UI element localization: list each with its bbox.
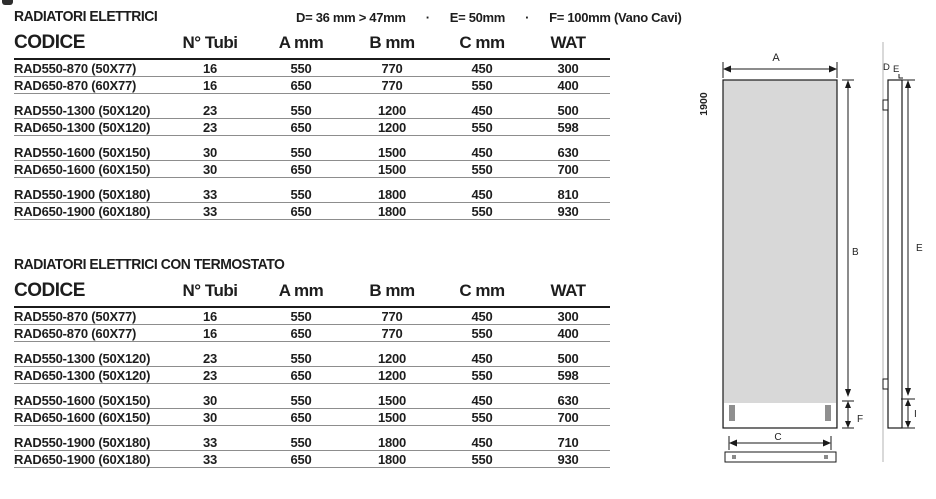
cell-codice: RAD550-870 (50X77) <box>14 59 164 77</box>
cell-tubi: 23 <box>164 350 256 367</box>
cell-tubi: 30 <box>164 161 256 178</box>
cell-b: 1200 <box>346 119 438 136</box>
table-row <box>14 203 610 220</box>
cell-tubi: 16 <box>164 59 256 77</box>
cell-a: 550 <box>256 144 346 161</box>
cell-a: 650 <box>256 325 346 342</box>
label-e-leader-line <box>899 74 903 78</box>
column-header-b: B mm <box>346 30 438 59</box>
column-header-c: C mm <box>438 30 526 59</box>
cell-a: 650 <box>256 77 346 94</box>
cell-a: 550 <box>256 350 346 367</box>
dim-a-arrowhead-right <box>829 66 837 73</box>
table-row <box>14 186 610 203</box>
cell-b: 1500 <box>346 392 438 409</box>
cell-wat: 598 <box>526 119 610 136</box>
cell-a: 550 <box>256 59 346 77</box>
cell-codice: RAD550-1900 (50X180) <box>14 434 164 451</box>
radiatori-elettrici-table <box>14 30 610 220</box>
cell-tubi: 16 <box>164 325 256 342</box>
cell-b: 1200 <box>346 350 438 367</box>
cell-codice: RAD550-1300 (50X120) <box>14 102 164 119</box>
dim-e-arrow <box>902 80 915 394</box>
cell-tubi: 30 <box>164 409 256 426</box>
cell-codice: RAD650-1600 (60X150) <box>14 161 164 178</box>
cell-c: 550 <box>438 367 526 384</box>
cell-c: 450 <box>438 144 526 161</box>
cell-b: 1800 <box>346 434 438 451</box>
row-group-spacer <box>14 426 610 435</box>
cell-wat: 630 <box>526 392 610 409</box>
spec-d: D= 36 mm > 47mm <box>296 10 406 25</box>
dim-b-arrowhead-top <box>845 80 851 88</box>
dim-e-arrowhead-bottom <box>905 388 911 396</box>
label-e-top: E <box>893 64 900 75</box>
spec-f: F= 100mm (Vano Cavi) <box>549 10 682 25</box>
cell-codice: RAD650-1600 (60X150) <box>14 409 164 426</box>
cell-codice: RAD550-1600 (50X150) <box>14 144 164 161</box>
label-d-top: D <box>883 62 890 73</box>
table-row <box>14 409 610 426</box>
cell-b: 1800 <box>346 451 438 468</box>
column-header-a: A mm <box>256 278 346 307</box>
cell-wat: 700 <box>526 409 610 426</box>
spec-separator: · <box>425 10 430 25</box>
cell-c: 550 <box>438 119 526 136</box>
section-radiatori-elettrici <box>14 8 704 220</box>
table-row <box>14 451 610 468</box>
cell-b: 770 <box>346 307 438 325</box>
cell-b: 770 <box>346 325 438 342</box>
dim-b-label: B <box>852 247 859 258</box>
column-header-wat: WAT <box>526 278 610 307</box>
cell-codice: RAD650-870 (60X77) <box>14 325 164 342</box>
cell-a: 550 <box>256 307 346 325</box>
cell-c: 550 <box>438 325 526 342</box>
front-panel <box>723 80 837 428</box>
cell-c: 550 <box>438 409 526 426</box>
cell-tubi: 16 <box>164 77 256 94</box>
dim-i-arrowhead-bottom <box>905 421 911 428</box>
cell-wat: 598 <box>526 367 610 384</box>
bracket-hole-right <box>824 455 828 459</box>
cell-tubi: 30 <box>164 144 256 161</box>
table-header-row <box>14 278 610 307</box>
cell-b: 1500 <box>346 161 438 178</box>
cell-a: 550 <box>256 102 346 119</box>
table-header-row <box>14 30 610 59</box>
dim-i-arrowhead-top <box>905 399 911 406</box>
dim-c-arrowhead-right <box>823 440 831 447</box>
column-header-b: B mm <box>346 278 438 307</box>
cell-c: 550 <box>438 161 526 178</box>
wall-bracket-upper <box>883 100 888 110</box>
row-group-spacer <box>14 384 610 393</box>
cell-tubi: 23 <box>164 367 256 384</box>
dim-f-arrowhead-bottom <box>845 421 851 428</box>
cell-b: 1500 <box>346 144 438 161</box>
cell-wat: 500 <box>526 102 610 119</box>
table-row <box>14 59 610 77</box>
cell-c: 450 <box>438 307 526 325</box>
row-group-spacer <box>14 342 610 351</box>
cell-b: 1800 <box>346 203 438 220</box>
cell-c: 550 <box>438 451 526 468</box>
cell-tubi: 16 <box>164 307 256 325</box>
cell-c: 450 <box>438 102 526 119</box>
dim-f-arrowhead-top <box>845 401 851 408</box>
spec-separator: · <box>525 10 530 25</box>
bracket-hole-left <box>732 455 736 459</box>
cell-wat: 300 <box>526 307 610 325</box>
cell-codice: RAD650-870 (60X77) <box>14 77 164 94</box>
cell-a: 650 <box>256 203 346 220</box>
cell-a: 650 <box>256 119 346 136</box>
cell-wat: 500 <box>526 350 610 367</box>
cell-c: 450 <box>438 434 526 451</box>
row-group-spacer <box>14 136 610 145</box>
cell-b: 770 <box>346 77 438 94</box>
cell-wat: 930 <box>526 451 610 468</box>
cell-b: 1500 <box>346 409 438 426</box>
column-header-codice: CODICE <box>14 278 164 307</box>
cell-tubi: 33 <box>164 203 256 220</box>
column-header-codice: CODICE <box>14 30 164 59</box>
cell-wat: 400 <box>526 77 610 94</box>
cell-codice: RAD550-1300 (50X120) <box>14 350 164 367</box>
scan-artifact-mark <box>2 0 13 5</box>
cell-wat: 400 <box>526 325 610 342</box>
dim-a-arrow <box>723 62 837 78</box>
cell-c: 550 <box>438 77 526 94</box>
cell-tubi: 23 <box>164 102 256 119</box>
section-title: RADIATORI ELETTRICI <box>14 8 158 25</box>
cell-a: 650 <box>256 367 346 384</box>
dimension-spec-line <box>296 10 681 25</box>
dim-i-label: I <box>914 409 917 420</box>
cell-codice: RAD650-1300 (50X120) <box>14 367 164 384</box>
cell-codice: RAD550-1900 (50X180) <box>14 186 164 203</box>
dim-a-arrowhead-left <box>723 66 731 73</box>
row-group-spacer <box>14 94 610 103</box>
foot-right <box>825 405 831 421</box>
cell-tubi: 33 <box>164 434 256 451</box>
height-1900-label: 1900 <box>698 92 710 116</box>
dim-c-label: C <box>774 432 782 443</box>
foot-left <box>729 405 735 421</box>
dim-f-label: F <box>857 414 864 425</box>
cell-wat: 710 <box>526 434 610 451</box>
table-row <box>14 144 610 161</box>
cell-b: 1800 <box>346 186 438 203</box>
wall-bracket-bar <box>725 452 836 462</box>
table-row <box>14 434 610 451</box>
section-radiatori-elettrici-con-termostato <box>14 256 704 468</box>
spec-e: E= 50mm <box>449 10 506 25</box>
dim-b-arrowhead-bottom <box>845 389 851 397</box>
cell-tubi: 33 <box>164 451 256 468</box>
cell-b: 1200 <box>346 367 438 384</box>
cell-c: 450 <box>438 59 526 77</box>
cell-a: 550 <box>256 392 346 409</box>
radiator-technical-diagram <box>690 0 936 494</box>
cell-c: 450 <box>438 350 526 367</box>
column-header-tubi: N° Tubi <box>164 30 256 59</box>
cell-wat: 930 <box>526 203 610 220</box>
cell-tubi: 30 <box>164 392 256 409</box>
table-row <box>14 77 610 94</box>
column-header-wat: WAT <box>526 30 610 59</box>
cell-c: 450 <box>438 186 526 203</box>
dim-e-arrowhead-top <box>905 80 911 88</box>
cell-c: 450 <box>438 392 526 409</box>
cell-a: 650 <box>256 161 346 178</box>
cell-wat: 300 <box>526 59 610 77</box>
table-row <box>14 307 610 325</box>
dim-a-label: A <box>772 52 780 64</box>
front-panel-cable-band <box>724 403 836 427</box>
cell-b: 1200 <box>346 102 438 119</box>
cell-codice: RAD650-1900 (60X180) <box>14 203 164 220</box>
table-row <box>14 161 610 178</box>
row-group-spacer <box>14 178 610 187</box>
column-header-c: C mm <box>438 278 526 307</box>
cell-c: 550 <box>438 203 526 220</box>
cell-codice: RAD550-1600 (50X150) <box>14 392 164 409</box>
cell-wat: 700 <box>526 161 610 178</box>
table-row <box>14 119 610 136</box>
table-row <box>14 350 610 367</box>
cell-wat: 810 <box>526 186 610 203</box>
cell-codice: RAD650-1300 (50X120) <box>14 119 164 136</box>
table-row <box>14 367 610 384</box>
column-header-a: A mm <box>256 30 346 59</box>
cell-a: 550 <box>256 186 346 203</box>
column-header-tubi: N° Tubi <box>164 278 256 307</box>
dim-b-arrow <box>842 80 854 395</box>
dim-e-label: E <box>916 243 923 254</box>
cell-wat: 630 <box>526 144 610 161</box>
cell-codice: RAD550-870 (50X77) <box>14 307 164 325</box>
dim-c-arrowhead-left <box>729 440 737 447</box>
cell-tubi: 23 <box>164 119 256 136</box>
table-row <box>14 102 610 119</box>
side-view-body <box>888 80 902 428</box>
cell-a: 650 <box>256 409 346 426</box>
table-row <box>14 325 610 342</box>
wall-bracket-lower <box>883 379 888 389</box>
cell-a: 550 <box>256 434 346 451</box>
radiatori-con-termostato-table <box>14 278 610 468</box>
cell-a: 650 <box>256 451 346 468</box>
section-title: RADIATORI ELETTRICI CON TERMOSTATO <box>14 256 285 273</box>
cell-codice: RAD650-1900 (60X180) <box>14 451 164 468</box>
cell-tubi: 33 <box>164 186 256 203</box>
table-row <box>14 392 610 409</box>
cell-b: 770 <box>346 59 438 77</box>
